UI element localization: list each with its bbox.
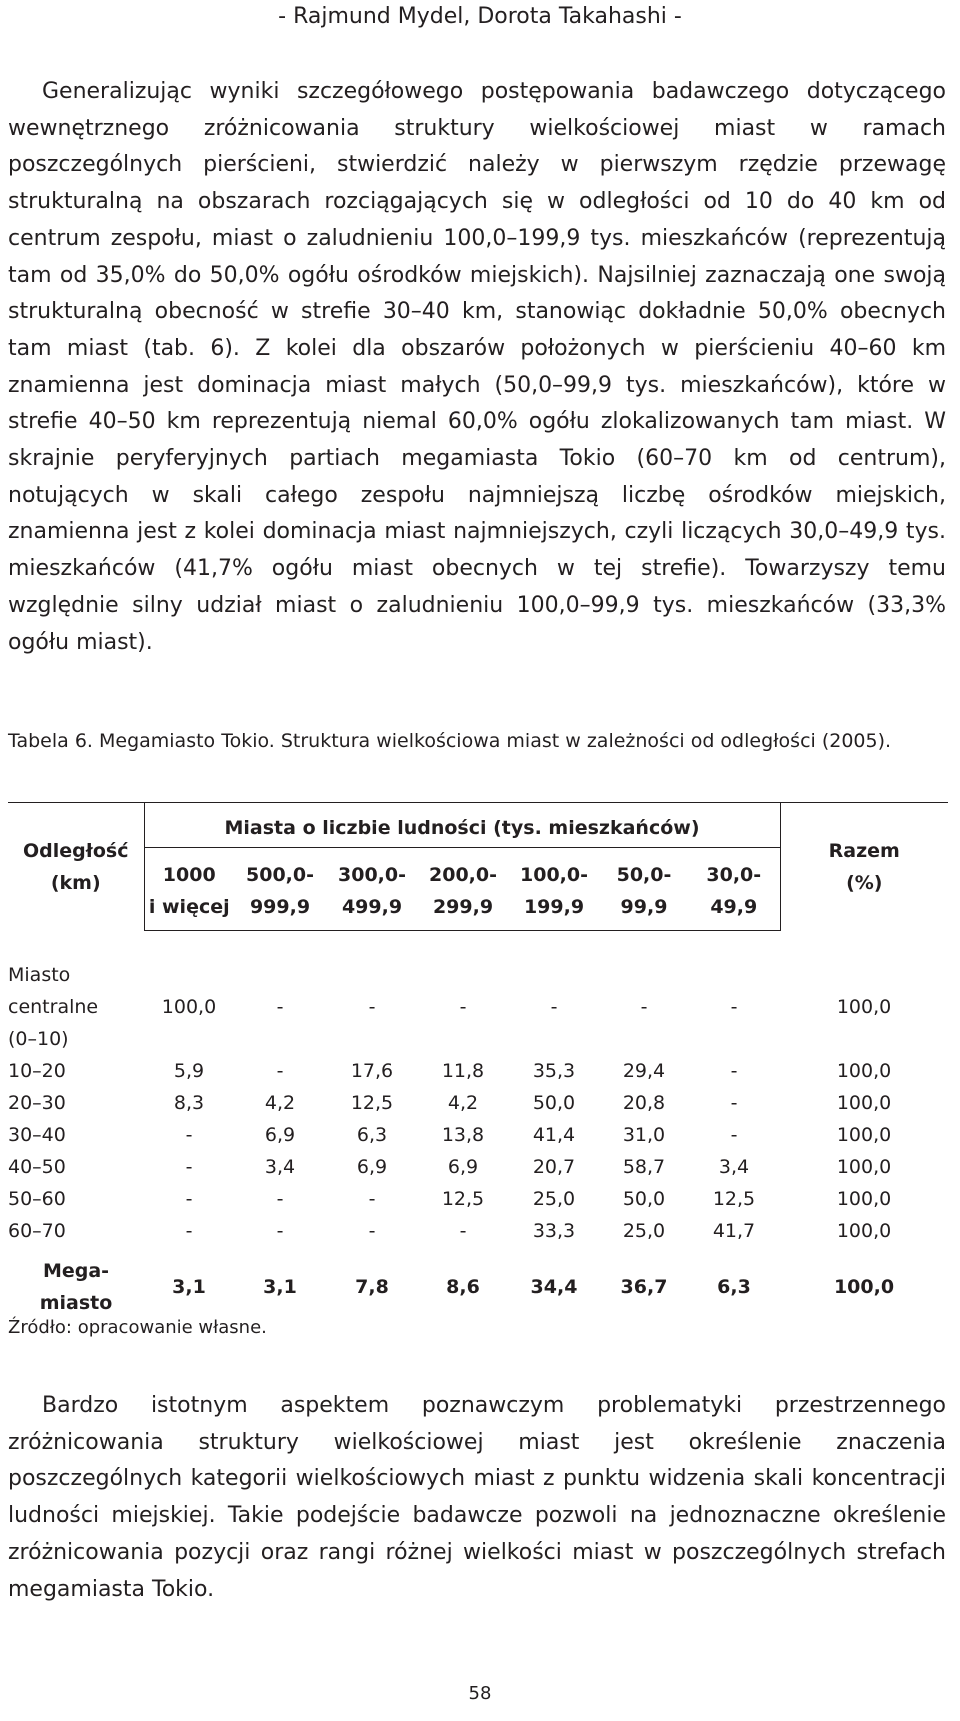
table-cell: 34,4	[530, 1276, 578, 1298]
row-label: 40–50	[8, 1156, 66, 1178]
table-cell: 8,6	[446, 1276, 480, 1298]
row-label: 30–40	[8, 1124, 66, 1146]
table-cell: 25,0	[622, 1220, 666, 1242]
table-row	[8, 1215, 948, 1247]
header-col-300	[326, 848, 418, 931]
table-row	[8, 1151, 948, 1183]
intro-paragraph: Generalizując wyniki szczegółowego postępowania badawczego dotyczącego wewnętrznego zróżnicowania struktury wielkościowej miast w ramach poszczególnych pierścieni, stwierdzić należy w pierwszym rzędzie przewagę strukturalną na obszarach rozciągających się w odległości od 10 do 40 km od centrum zespołu, miast o zaludnieniu 100,0–199,9 tys. mieszkańców (reprezentują tam od 35,0% do 50,0% ogółu ośrodków miejskich). Najsilniej zaznaczają one swoją strukturalną obecność w strefie 30–40 km, stanowiąc dokładnie 50,0% obecnych tam miast (tab. 6). Z kolei dla obszarów położonych w pierścieniu 40–60 km znamienna jest dominacja miast małych (50,0–99,9 tys. mieszkańców), które w strefie 40–50 km reprezentują niemal 60,0% ogółu zlokalizowanych tam miast. W skrajnie peryferyjnych partiach megamiasta Tokio (60–70 km od centrum), notujących w skali całego zespołu najmniejszą liczbę ośrodków miejskich, znamienna jest z kolei dominacja miast najmniejszych, czyli liczących 30,0–49,9 tys. mieszkańców (41,7% ogółu miast obecnych w tej strefie). Towarzyszy temu względnie silny udział miast o zaludnieniu 100,0–99,9 tys. mieszkańców (33,3% ogółu miast).	[8, 79, 946, 655]
table-cell: 6,9	[264, 1124, 296, 1146]
table-total-row	[8, 1247, 948, 1319]
row-label: 20–30	[8, 1092, 66, 1114]
table-cell: 6,9	[447, 1156, 479, 1178]
table-cell: 6,3	[356, 1124, 388, 1146]
header-col-line2: 299,9	[432, 896, 494, 918]
table-cell: 6,3	[717, 1276, 751, 1298]
table-cell: 33,3	[532, 1220, 576, 1242]
table-cell: 6,9	[356, 1156, 388, 1178]
table-cell: -	[730, 1092, 738, 1114]
table-cell: -	[276, 1220, 284, 1242]
table-cell: -	[730, 1060, 738, 1082]
table-cell: 25,0	[532, 1188, 576, 1210]
running-head: - Rajmund Mydel, Dorota Takahashi -	[278, 4, 682, 29]
table-cell: -	[276, 1188, 284, 1210]
table-cell: 36,7	[620, 1276, 668, 1298]
header-spacer	[8, 931, 948, 954]
table-cell: 13,8	[441, 1124, 485, 1146]
table-cell: 3,4	[264, 1156, 296, 1178]
table-cell: 3,1	[172, 1276, 206, 1298]
table-cell: 50,0	[622, 1188, 666, 1210]
table-cell: -	[550, 996, 558, 1018]
header-col-100	[508, 848, 600, 931]
table-cell: 50,0	[532, 1092, 576, 1114]
header-col-50	[600, 848, 688, 931]
header-distance-line1: Odległość	[23, 839, 129, 862]
header-col-line1: 1000	[162, 864, 216, 886]
header-distance	[8, 803, 144, 931]
table-cell: 12,5	[712, 1188, 756, 1210]
table-cell: 35,3	[532, 1060, 576, 1082]
header-col-line1: 300,0-	[338, 864, 406, 886]
row-label: 50–60	[8, 1188, 66, 1210]
table-cell: 100,0	[836, 996, 892, 1018]
row-label	[8, 953, 144, 1055]
header-col-line1: 100,0-	[520, 864, 588, 886]
table-row	[8, 1183, 948, 1215]
header-distance-line2: (km)	[50, 871, 101, 894]
table-cell: 3,1	[263, 1276, 297, 1298]
header-col-line1: 500,0-	[246, 864, 314, 886]
table-cell: -	[368, 996, 376, 1018]
table-cell: 4,2	[264, 1092, 296, 1114]
header-col-line1: 30,0-	[706, 864, 762, 886]
table-cell: -	[185, 1124, 193, 1146]
table-cell: -	[730, 996, 738, 1018]
table-cell: 12,5	[441, 1188, 485, 1210]
closing-paragraph: Bardzo istotnym aspektem poznawczym problematyki przestrzennego zróżnicowania struktury wielkościowej miast jest określenie znaczenia poszczególnych kategorii wielkościowych miast z punktu widzenia skali koncentracji ludności miejskiej. Takie podejście badawcze pozwoli na jednoznaczne określenie zróżnicowania pozycji oraz rangi różnej wielkości miast w poszczególnych strefach megamiasta Tokio.	[8, 1393, 946, 1602]
table-cell: 100,0	[836, 1092, 892, 1114]
table-cell: 100,0	[836, 1156, 892, 1178]
table-row	[8, 953, 948, 1055]
header-col-line2: i więcej	[148, 896, 230, 918]
table-cell: 41,4	[532, 1124, 576, 1146]
table-cell: 58,7	[622, 1156, 666, 1178]
table-cell: 100,0	[836, 1124, 892, 1146]
table-row	[8, 1087, 948, 1119]
table-cell: 17,6	[350, 1060, 394, 1082]
header-group-population: Miasta o liczbie ludności (tys. mieszkańców)	[144, 803, 780, 848]
page-number: 58	[468, 1683, 492, 1704]
header-col-line2: 199,9	[523, 896, 585, 918]
header-col-line2: 49,9	[710, 896, 758, 918]
table-row	[8, 1055, 948, 1087]
total-row-label	[8, 1247, 144, 1319]
header-total-line2: (%)	[846, 871, 883, 894]
table-cell: -	[459, 1220, 467, 1242]
table-cell: 100,0	[836, 1060, 892, 1082]
table-cell: 100,0	[161, 996, 217, 1018]
table-cell: 100,0	[833, 1276, 895, 1298]
total-label-line: Mega-	[42, 1260, 110, 1282]
header-col-line2: 99,9	[620, 896, 668, 918]
header-col-line2: 999,9	[249, 896, 311, 918]
row-label-line: centralne	[8, 996, 99, 1018]
table-cell: 100,0	[836, 1220, 892, 1242]
table-caption: Tabela 6. Megamiasto Tokio. Struktura wielkościowa miast w zależności od odległości (2005).	[8, 730, 892, 752]
table-cell: 8,3	[173, 1092, 205, 1114]
table-cell: 3,4	[718, 1156, 750, 1178]
table-cell: 20,7	[532, 1156, 576, 1178]
table-row	[8, 1119, 948, 1151]
table-cell: -	[459, 996, 467, 1018]
header-col-line1: 50,0-	[616, 864, 672, 886]
table-cell: 12,5	[350, 1092, 394, 1114]
header-col-line2: 499,9	[341, 896, 403, 918]
table-cell: 11,8	[441, 1060, 485, 1082]
table-cell: 31,0	[622, 1124, 666, 1146]
header-col-1000plus	[144, 848, 234, 931]
table-cell: -	[640, 996, 648, 1018]
table-cell: -	[276, 1060, 284, 1082]
row-label: 60–70	[8, 1220, 66, 1242]
table-cell: -	[185, 1188, 193, 1210]
table-cell: -	[185, 1156, 193, 1178]
table-cell: -	[368, 1220, 376, 1242]
table-cell: 100,0	[836, 1188, 892, 1210]
table-cell: -	[368, 1188, 376, 1210]
table-cell: 4,2	[447, 1092, 479, 1114]
header-col-line1: 200,0-	[429, 864, 497, 886]
table-cell: 5,9	[173, 1060, 205, 1082]
table-cell: 7,8	[355, 1276, 389, 1298]
table-cell: 41,7	[712, 1220, 756, 1242]
table-cell: -	[276, 996, 284, 1018]
row-label-line: (0–10)	[8, 1028, 69, 1050]
city-size-table	[8, 802, 948, 1319]
header-total-line1: Razem	[828, 839, 900, 862]
table-cell: 20,8	[622, 1092, 666, 1114]
total-label-line: miasto	[39, 1292, 113, 1314]
header-col-500	[234, 848, 326, 931]
row-label: 10–20	[8, 1060, 66, 1082]
row-label-line: Miasto	[8, 964, 71, 986]
table-cell: -	[185, 1220, 193, 1242]
table-cell: 29,4	[622, 1060, 666, 1082]
header-col-200	[418, 848, 508, 931]
table-cell: -	[730, 1124, 738, 1146]
header-col-30	[688, 848, 780, 931]
header-total	[780, 803, 948, 931]
table-source-note: Źródło: opracowanie własne.	[8, 1317, 267, 1338]
